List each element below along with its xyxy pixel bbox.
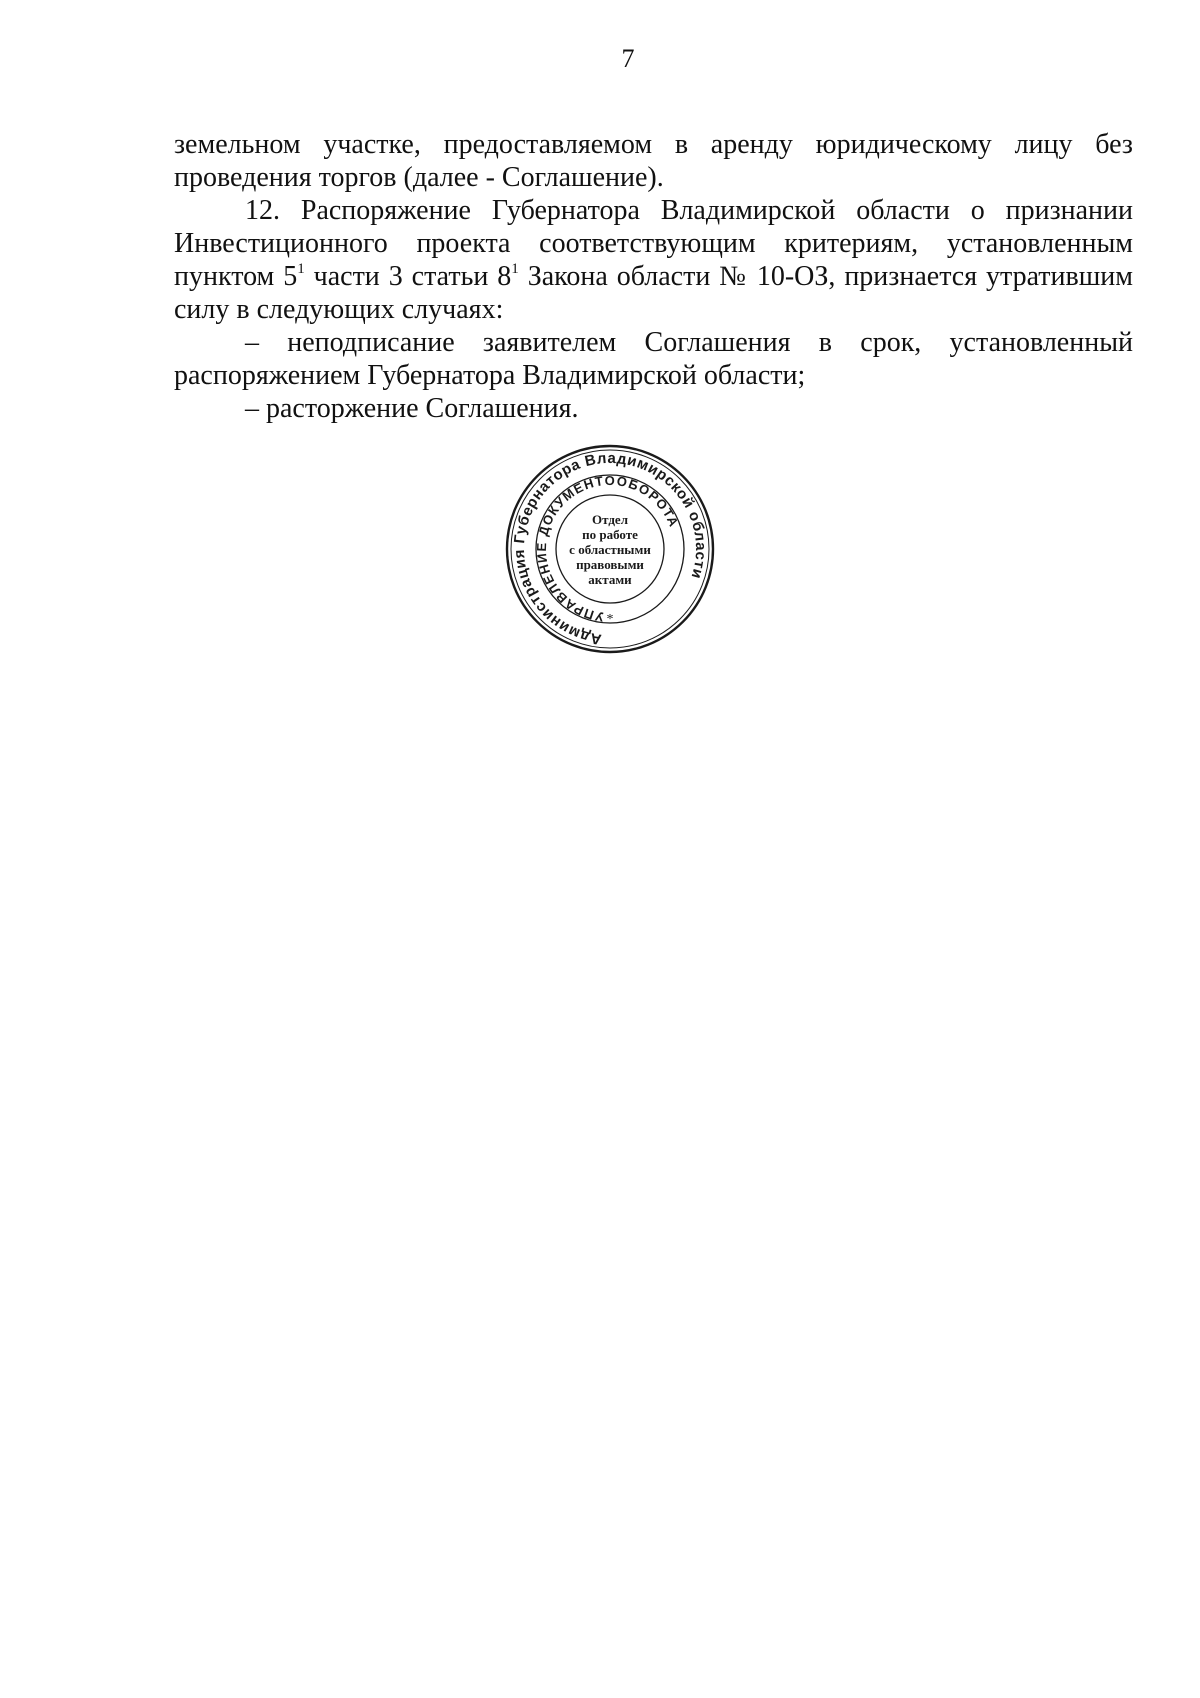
list-item-unsigned: – неподписание заявителем Соглашения в срок, установленный распоряжением Губернатора Владимирской области; bbox=[174, 327, 1133, 391]
list-item-termination: – расторжение Соглашения. bbox=[245, 393, 579, 424]
paragraph-12 bbox=[174, 194, 1133, 326]
superscript-5-1: 1 bbox=[297, 261, 305, 277]
seal-center-line: по работе bbox=[582, 526, 638, 542]
seal-center-line: правовыми bbox=[576, 556, 644, 572]
page-number: 7 bbox=[621, 44, 635, 73]
document-body bbox=[174, 128, 1133, 425]
paragraph-12-text-a: 12. Распоряжение Губернатора Владимирской области о признании Инвестиционного проекта соответствующим критериям, установленным пунктом 5 bbox=[174, 195, 1133, 292]
seal-center-line: актами bbox=[588, 571, 632, 587]
official-seal bbox=[504, 443, 716, 655]
paragraph-land-plot: земельном участке, предоставляемом в аренду юридическому лицу без проведения торгов (далее - Соглашение). bbox=[174, 129, 1133, 193]
seal-center-text bbox=[558, 497, 662, 601]
seal-inner-text-path: УПРАВЛЕНИЕ ДОКУМЕНТООБОРОТА bbox=[533, 472, 682, 625]
seal-center-line: с областными bbox=[569, 541, 651, 557]
paragraph-12-text-c: Закона области № 10-ОЗ, признается утратившим силу в следующих случаях: bbox=[174, 261, 1133, 325]
seal-star: * bbox=[606, 612, 614, 627]
superscript-8-1: 1 bbox=[511, 261, 519, 277]
paragraph-12-text-b: части 3 статьи 8 bbox=[304, 261, 512, 292]
seal-outer-text-path: Администрация Губернатора Владимирской области bbox=[510, 449, 710, 648]
seal-center-line: Отдел bbox=[592, 511, 628, 527]
